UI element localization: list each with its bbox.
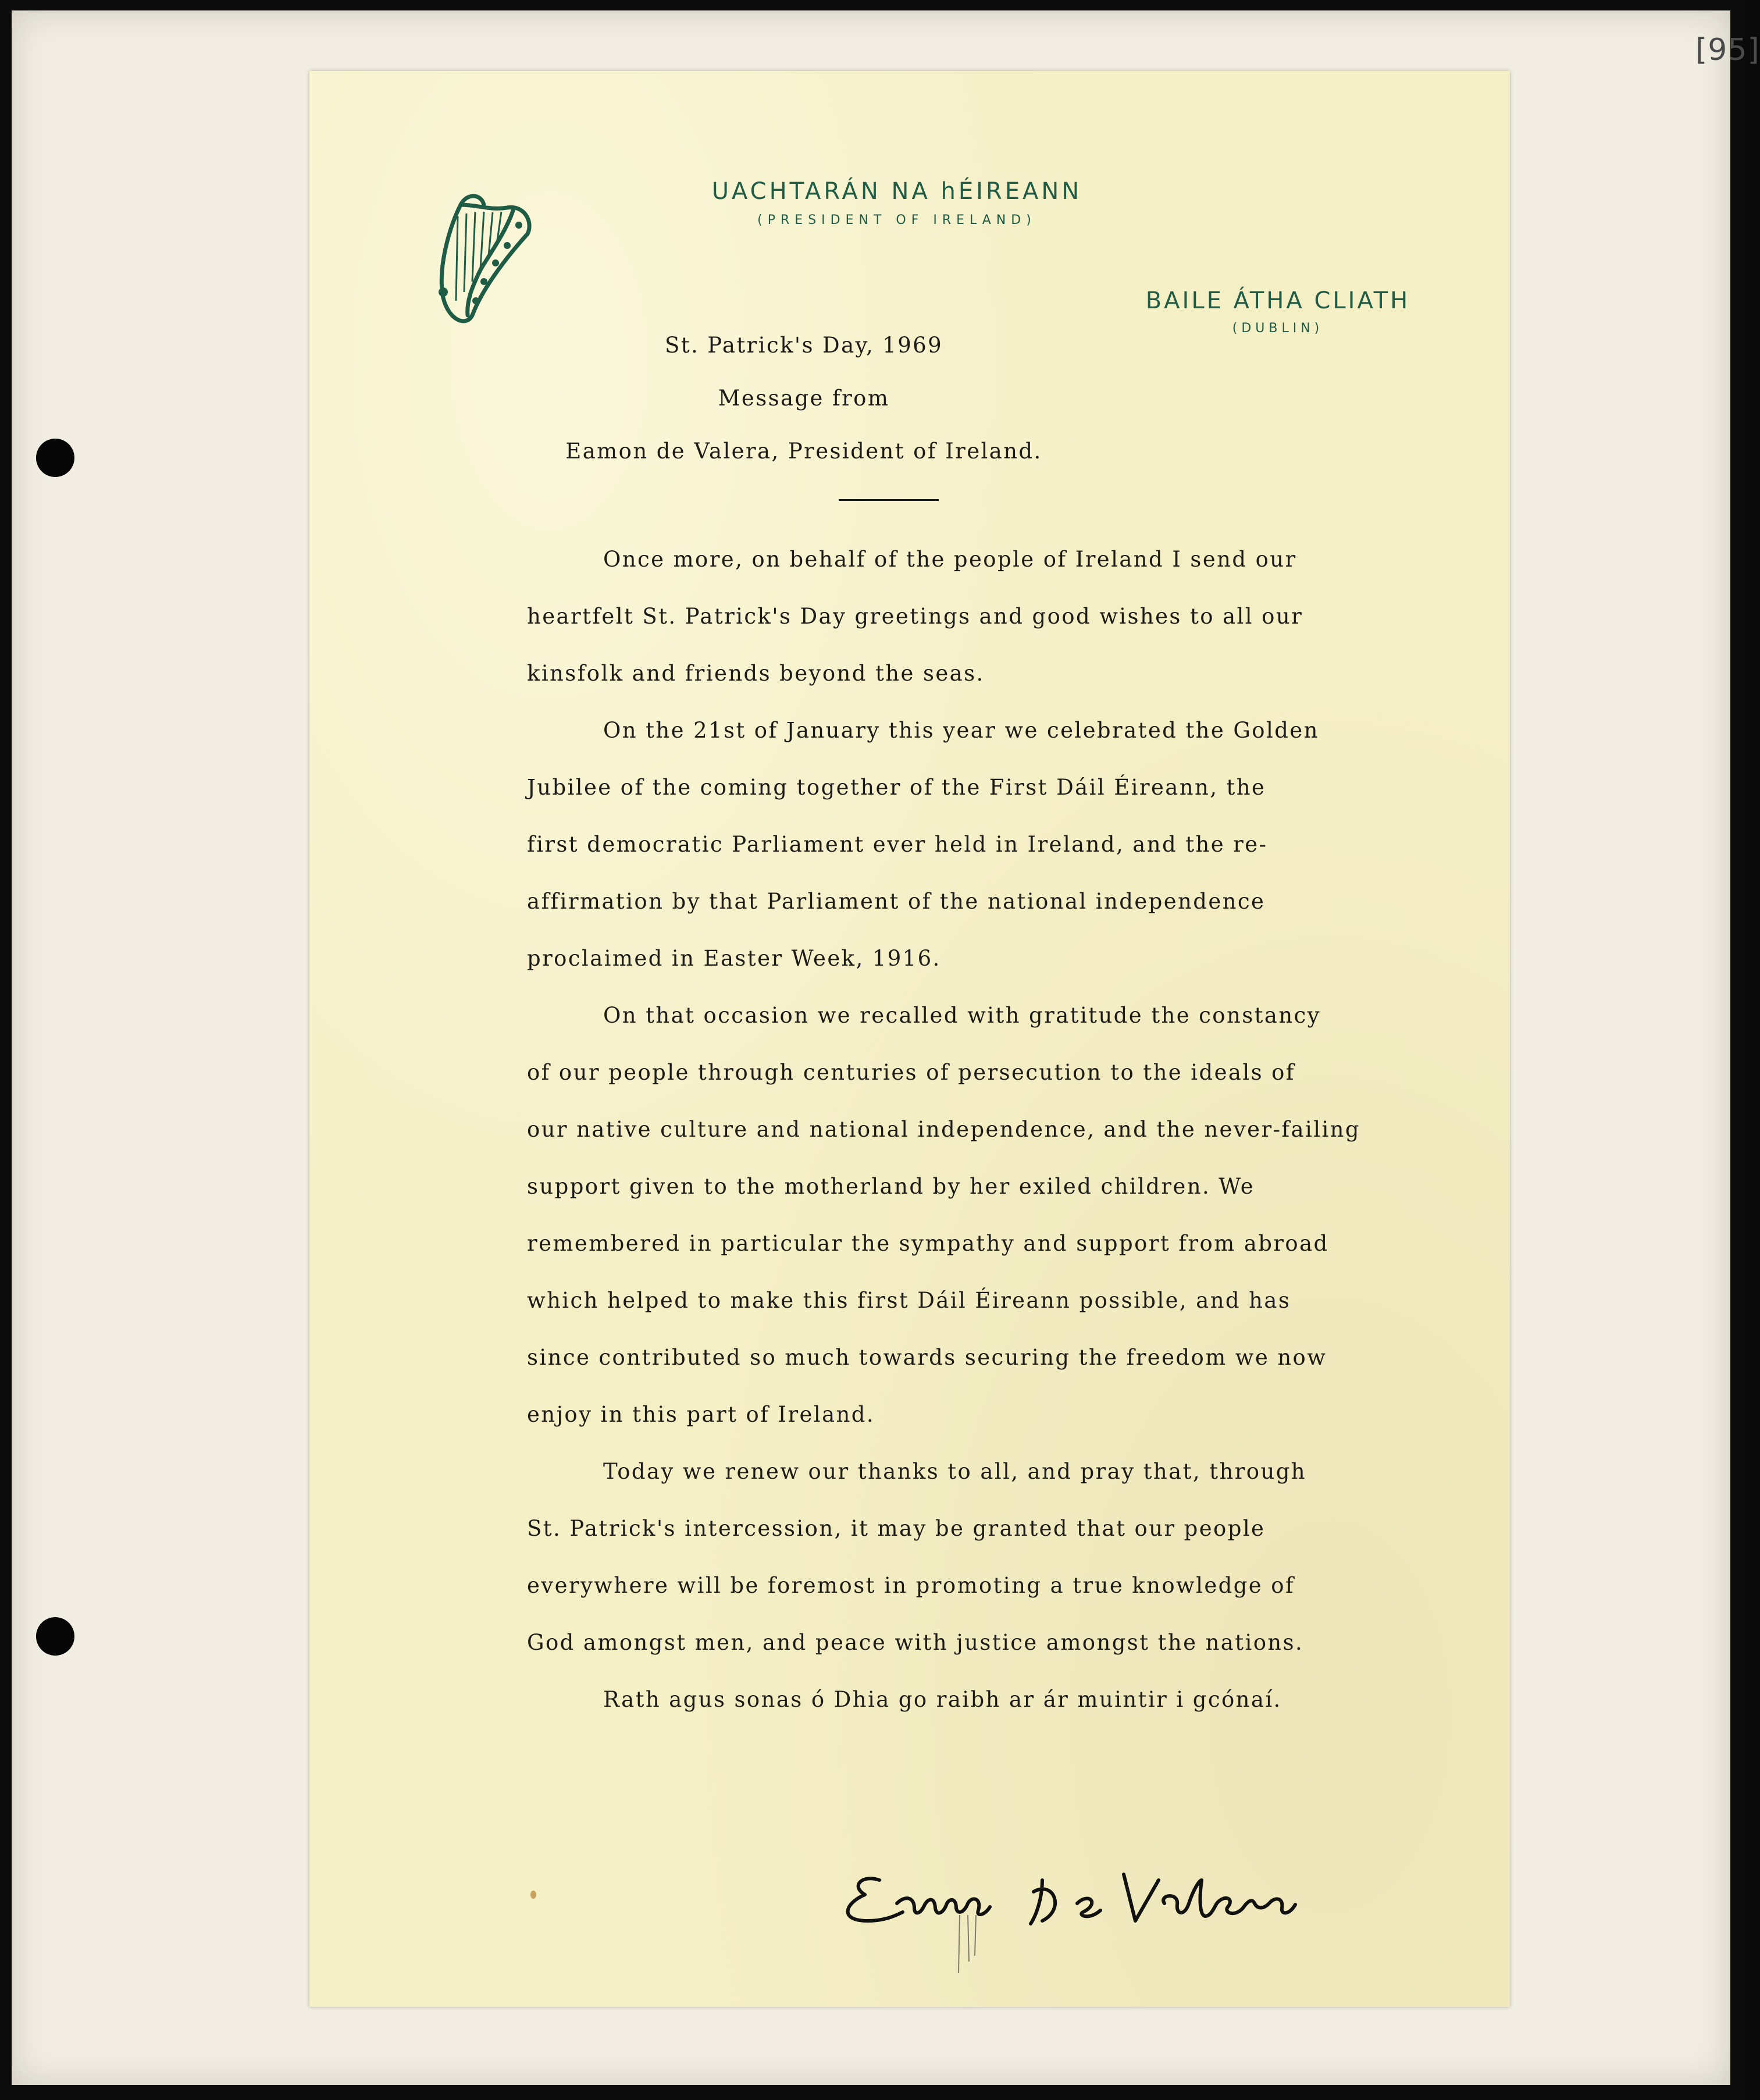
letter-date: St. Patrick's Day, 1969 <box>664 333 943 358</box>
letterhead-title: UACHTARÁN NA hÉIREANN <box>711 178 1082 205</box>
letterhead-subtitle: (PRESIDENT OF IRELAND) <box>757 213 1036 227</box>
body-line: of our people through centuries of persecution to the ideals of <box>527 1060 1295 1085</box>
letterhead-city: BAILE ÁTHA CLIATH <box>1145 287 1410 314</box>
message-from: Message from <box>718 386 890 411</box>
stain-spot <box>530 1891 536 1899</box>
punch-hole-top <box>36 439 74 477</box>
signature-image <box>833 1839 1310 1979</box>
body-line: our native culture and national independence, and the never-failing <box>527 1117 1360 1142</box>
body-line: St. Patrick's intercession, it may be granted that our people <box>527 1516 1266 1541</box>
sender-line: Eamon de Valera, President of Ireland. <box>565 439 1042 464</box>
heading-divider <box>839 499 939 501</box>
body-line: kinsfolk and friends beyond the seas. <box>527 661 985 686</box>
body-line: God amongst men, and peace with justice amongst the nations. <box>527 1630 1304 1655</box>
body-line: first democratic Parliament ever held in Ireland, and the re- <box>527 832 1268 857</box>
body-line: On the 21st of January this year we celebrated the Golden <box>603 718 1319 743</box>
body-line: heartfelt St. Patrick's Day greetings and good wishes to all our <box>527 604 1303 629</box>
body-line: support given to the motherland by her exiled children. We <box>527 1174 1255 1199</box>
body-line: Jubilee of the coming together of the First Dáil Éireann, the <box>527 775 1266 800</box>
body-line: which helped to make this first Dáil Éireann possible, and has <box>527 1288 1291 1313</box>
folio-number: [95] <box>1695 33 1760 67</box>
letter-sheet <box>309 71 1510 2007</box>
body-line: everywhere will be foremost in promoting a true knowledge of <box>527 1573 1295 1598</box>
body-line: proclaimed in Easter Week, 1916. <box>527 946 941 971</box>
body-line: enjoy in this part of Ireland. <box>527 1402 875 1427</box>
letterhead-city-subtitle: (DUBLIN) <box>1232 321 1324 336</box>
body-line: Today we renew our thanks to all, and pray that, through <box>603 1459 1307 1484</box>
body-line: remembered in particular the sympathy and support from abroad <box>527 1231 1329 1256</box>
body-line: affirmation by that Parliament of the national independence <box>527 889 1266 914</box>
punch-hole-bottom <box>36 1617 74 1656</box>
body-line: Rath agus sonas ó Dhia go raibh ar ár muintir i gcónaí. <box>603 1687 1282 1712</box>
body-line: Once more, on behalf of the people of Ireland I send our <box>603 547 1297 572</box>
harp-icon <box>426 181 542 333</box>
body-line: since contributed so much towards securing the freedom we now <box>527 1345 1327 1370</box>
body-line: On that occasion we recalled with gratitude the constancy <box>603 1003 1321 1028</box>
